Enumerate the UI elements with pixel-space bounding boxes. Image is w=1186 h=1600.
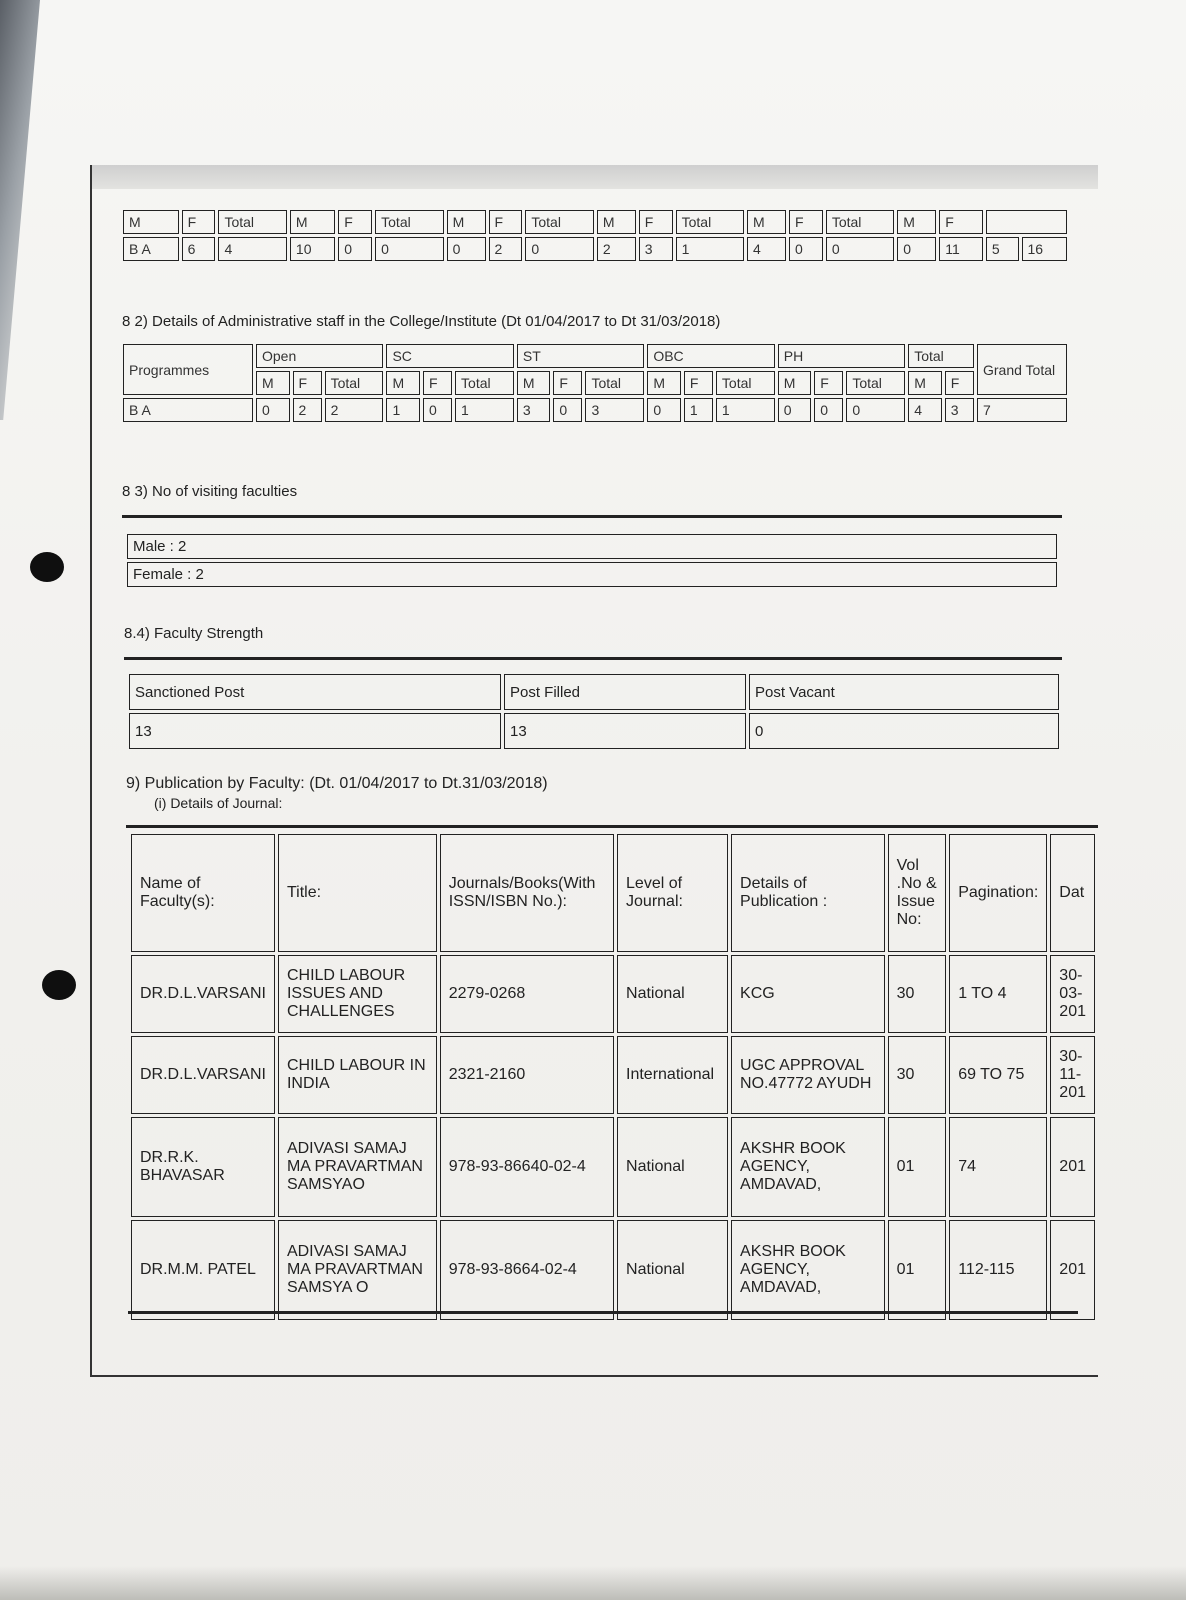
section-rule <box>122 515 1062 518</box>
cell: 30 <box>888 1036 947 1114</box>
cell: 1 <box>676 237 744 261</box>
table-row <box>129 713 1059 749</box>
cell: 4 <box>747 237 786 261</box>
section-subtitle-journal: (i) Details of Journal: <box>154 795 283 811</box>
cell: Total <box>375 210 443 234</box>
cell: F <box>939 210 983 234</box>
section-title-faculty-strength: 8.4) Faculty Strength <box>124 625 264 642</box>
cell: 0 <box>647 398 681 422</box>
cell: 3 <box>945 398 974 422</box>
cell: 01 <box>888 1117 947 1217</box>
cell: International <box>617 1036 728 1114</box>
cell: National <box>617 1220 728 1320</box>
document-page <box>90 165 1098 1377</box>
cell-programmes: Programmes <box>123 344 253 395</box>
table-row <box>123 237 1067 261</box>
cell: 4 <box>218 237 286 261</box>
cell: CHILD LABOUR IN INDIA <box>278 1036 437 1114</box>
cell: M <box>597 210 636 234</box>
cell: 30-11-201 <box>1050 1036 1095 1114</box>
table-row <box>127 562 1057 587</box>
cell: DR.R.K. BHAVASAR <box>131 1117 275 1217</box>
cell: Total <box>846 371 905 395</box>
cell: 0 <box>789 237 823 261</box>
cell: 0 <box>338 237 372 261</box>
cell: Total <box>325 371 384 395</box>
cell-header: Name of Faculty(s): <box>131 834 275 952</box>
cell: ADIVASI SAMAJ MA PRAVARTMAN SAMSYAO <box>278 1117 437 1217</box>
cell: DR.M.M. PATEL <box>131 1220 275 1320</box>
cell: F <box>684 371 713 395</box>
bottom-shadow <box>0 1566 1186 1600</box>
cell-male: Male : 2 <box>127 534 1057 559</box>
cell-header: Dat <box>1050 834 1095 952</box>
table-publication <box>128 831 1098 1323</box>
cell: 3 <box>639 237 673 261</box>
section-title-admin: 8 2) Details of Administrative staff in the College/Institute (Dt 01/04/2017 to Dt 31/03/2018) <box>122 313 721 330</box>
cell: ADIVASI SAMAJ MA PRAVARTMAN SAMSYA O <box>278 1220 437 1320</box>
group-obc: OBC <box>647 344 774 368</box>
cell: 0 <box>846 398 905 422</box>
cell: 30-03-201 <box>1050 955 1095 1033</box>
cell: F <box>945 371 974 395</box>
cell: 0 <box>814 398 843 422</box>
cell: 0 <box>553 398 582 422</box>
cell: Total <box>585 371 644 395</box>
cell: 0 <box>447 237 486 261</box>
cell: 16 <box>1022 237 1068 261</box>
section-title-visiting: 8 3) No of visiting faculties <box>122 483 298 500</box>
cell: 2 <box>293 398 322 422</box>
cell-female: Female : 2 <box>127 562 1057 587</box>
cell: 5 <box>986 237 1019 261</box>
cell: Total <box>218 210 286 234</box>
group-sc: SC <box>386 344 513 368</box>
cell: 0 <box>778 398 812 422</box>
cell: 0 <box>375 237 443 261</box>
section-title-publication: 9) Publication by Faculty: (Dt. 01/04/2017 to Dt.31/03/2018) <box>126 775 548 792</box>
cell-header: Vol .No & Issue No: <box>888 834 947 952</box>
cell: 0 <box>256 398 290 422</box>
cell: M <box>747 210 786 234</box>
section-rule <box>124 657 1062 660</box>
cell-header: Details of Publication : <box>731 834 885 952</box>
cell: DR.D.L.VARSANI <box>131 1036 275 1114</box>
cell: F <box>553 371 582 395</box>
cell: B A <box>123 237 179 261</box>
cell: 1 <box>716 398 775 422</box>
cell: 4 <box>908 398 942 422</box>
cell: 978-93-8664-02-4 <box>440 1220 614 1320</box>
cell: 0 <box>897 237 936 261</box>
table-row <box>123 398 1067 422</box>
cell: 01 <box>888 1220 947 1320</box>
cell: DR.D.L.VARSANI <box>131 955 275 1033</box>
cell: 7 <box>977 398 1067 422</box>
cell: National <box>617 955 728 1033</box>
cell: 2 <box>489 237 523 261</box>
table-row <box>129 674 1059 710</box>
cell: 1 <box>455 398 514 422</box>
table-visiting <box>124 531 1060 590</box>
cell: UGC APPROVAL NO.47772 AYUDH <box>731 1036 885 1114</box>
table-bottom-rule <box>128 1311 1078 1314</box>
cell: 2321-2160 <box>440 1036 614 1114</box>
table-top <box>120 207 1070 264</box>
table-row <box>131 955 1095 1033</box>
cell: F <box>293 371 322 395</box>
cell: Total <box>525 210 593 234</box>
cell: Total <box>826 210 894 234</box>
table-row <box>131 1220 1095 1320</box>
cell: 2279-0268 <box>440 955 614 1033</box>
cell: AKSHR BOOK AGENCY, AMDAVAD, <box>731 1220 885 1320</box>
cell-post-vacant: Post Vacant <box>749 674 1059 710</box>
cell-post-filled: Post Filled <box>504 674 746 710</box>
cell <box>986 210 1067 234</box>
cell: 6 <box>182 237 216 261</box>
cell: National <box>617 1117 728 1217</box>
cell: M <box>778 371 812 395</box>
cell: M <box>897 210 936 234</box>
cell: M <box>647 371 681 395</box>
cell: 10 <box>290 237 335 261</box>
cell: 0 <box>525 237 593 261</box>
table-admin-staff <box>120 341 1070 425</box>
header-band <box>92 165 1098 189</box>
table-row <box>131 1036 1095 1114</box>
cell-header: Journals/Books(With ISSN/ISBN No.): <box>440 834 614 952</box>
cell: 1 TO 4 <box>949 955 1047 1033</box>
cell: B A <box>123 398 253 422</box>
cell: 3 <box>517 398 551 422</box>
cell: Total <box>676 210 744 234</box>
cell: M <box>386 371 420 395</box>
cell: 2 <box>597 237 636 261</box>
cell: F <box>182 210 216 234</box>
cell: 13 <box>504 713 746 749</box>
cell-header: Level of Journal: <box>617 834 728 952</box>
cell: 2 <box>325 398 384 422</box>
table-row <box>131 834 1095 952</box>
cell: 1 <box>684 398 713 422</box>
cell: M <box>908 371 942 395</box>
cell: M <box>290 210 335 234</box>
table-row <box>123 210 1067 234</box>
cell: M <box>256 371 290 395</box>
cell: 3 <box>585 398 644 422</box>
cell: 0 <box>423 398 452 422</box>
group-st: ST <box>517 344 644 368</box>
cell-header: Title: <box>278 834 437 952</box>
cell: F <box>789 210 823 234</box>
section-rule <box>126 825 1098 828</box>
cell: F <box>814 371 843 395</box>
cell: 11 <box>939 237 983 261</box>
cell: CHILD LABOUR ISSUES AND CHALLENGES <box>278 955 437 1033</box>
punch-hole-icon <box>42 970 76 1000</box>
cell: Total <box>716 371 775 395</box>
cell-sanctioned-post: Sanctioned Post <box>129 674 501 710</box>
cell: F <box>639 210 673 234</box>
cell: F <box>489 210 523 234</box>
cell-grand-total: Grand Total <box>977 344 1067 395</box>
cell: M <box>517 371 551 395</box>
cell: Total <box>455 371 514 395</box>
table-faculty-strength <box>126 671 1062 752</box>
cell: 0 <box>826 237 894 261</box>
group-ph: PH <box>778 344 905 368</box>
cell: M <box>447 210 486 234</box>
cell: 0 <box>749 713 1059 749</box>
cell: AKSHR BOOK AGENCY, AMDAVAD, <box>731 1117 885 1217</box>
cell: 1 <box>386 398 420 422</box>
cell: F <box>338 210 372 234</box>
cell: 69 TO 75 <box>949 1036 1047 1114</box>
cell: KCG <box>731 955 885 1033</box>
cell: 978-93-86640-02-4 <box>440 1117 614 1217</box>
cell: 13 <box>129 713 501 749</box>
cell: 30 <box>888 955 947 1033</box>
table-row <box>123 344 1067 368</box>
table-row <box>123 371 1067 395</box>
cell: 201 <box>1050 1220 1095 1320</box>
cell: 112-115 <box>949 1220 1047 1320</box>
cell: F <box>423 371 452 395</box>
cell-header: Pagination: <box>949 834 1047 952</box>
cell: 74 <box>949 1117 1047 1217</box>
cell: 201 <box>1050 1117 1095 1217</box>
table-row <box>131 1117 1095 1217</box>
punch-hole-icon <box>30 552 64 582</box>
cell: M <box>123 210 179 234</box>
group-total: Total <box>908 344 974 368</box>
table-row <box>127 534 1057 559</box>
group-open: Open <box>256 344 383 368</box>
